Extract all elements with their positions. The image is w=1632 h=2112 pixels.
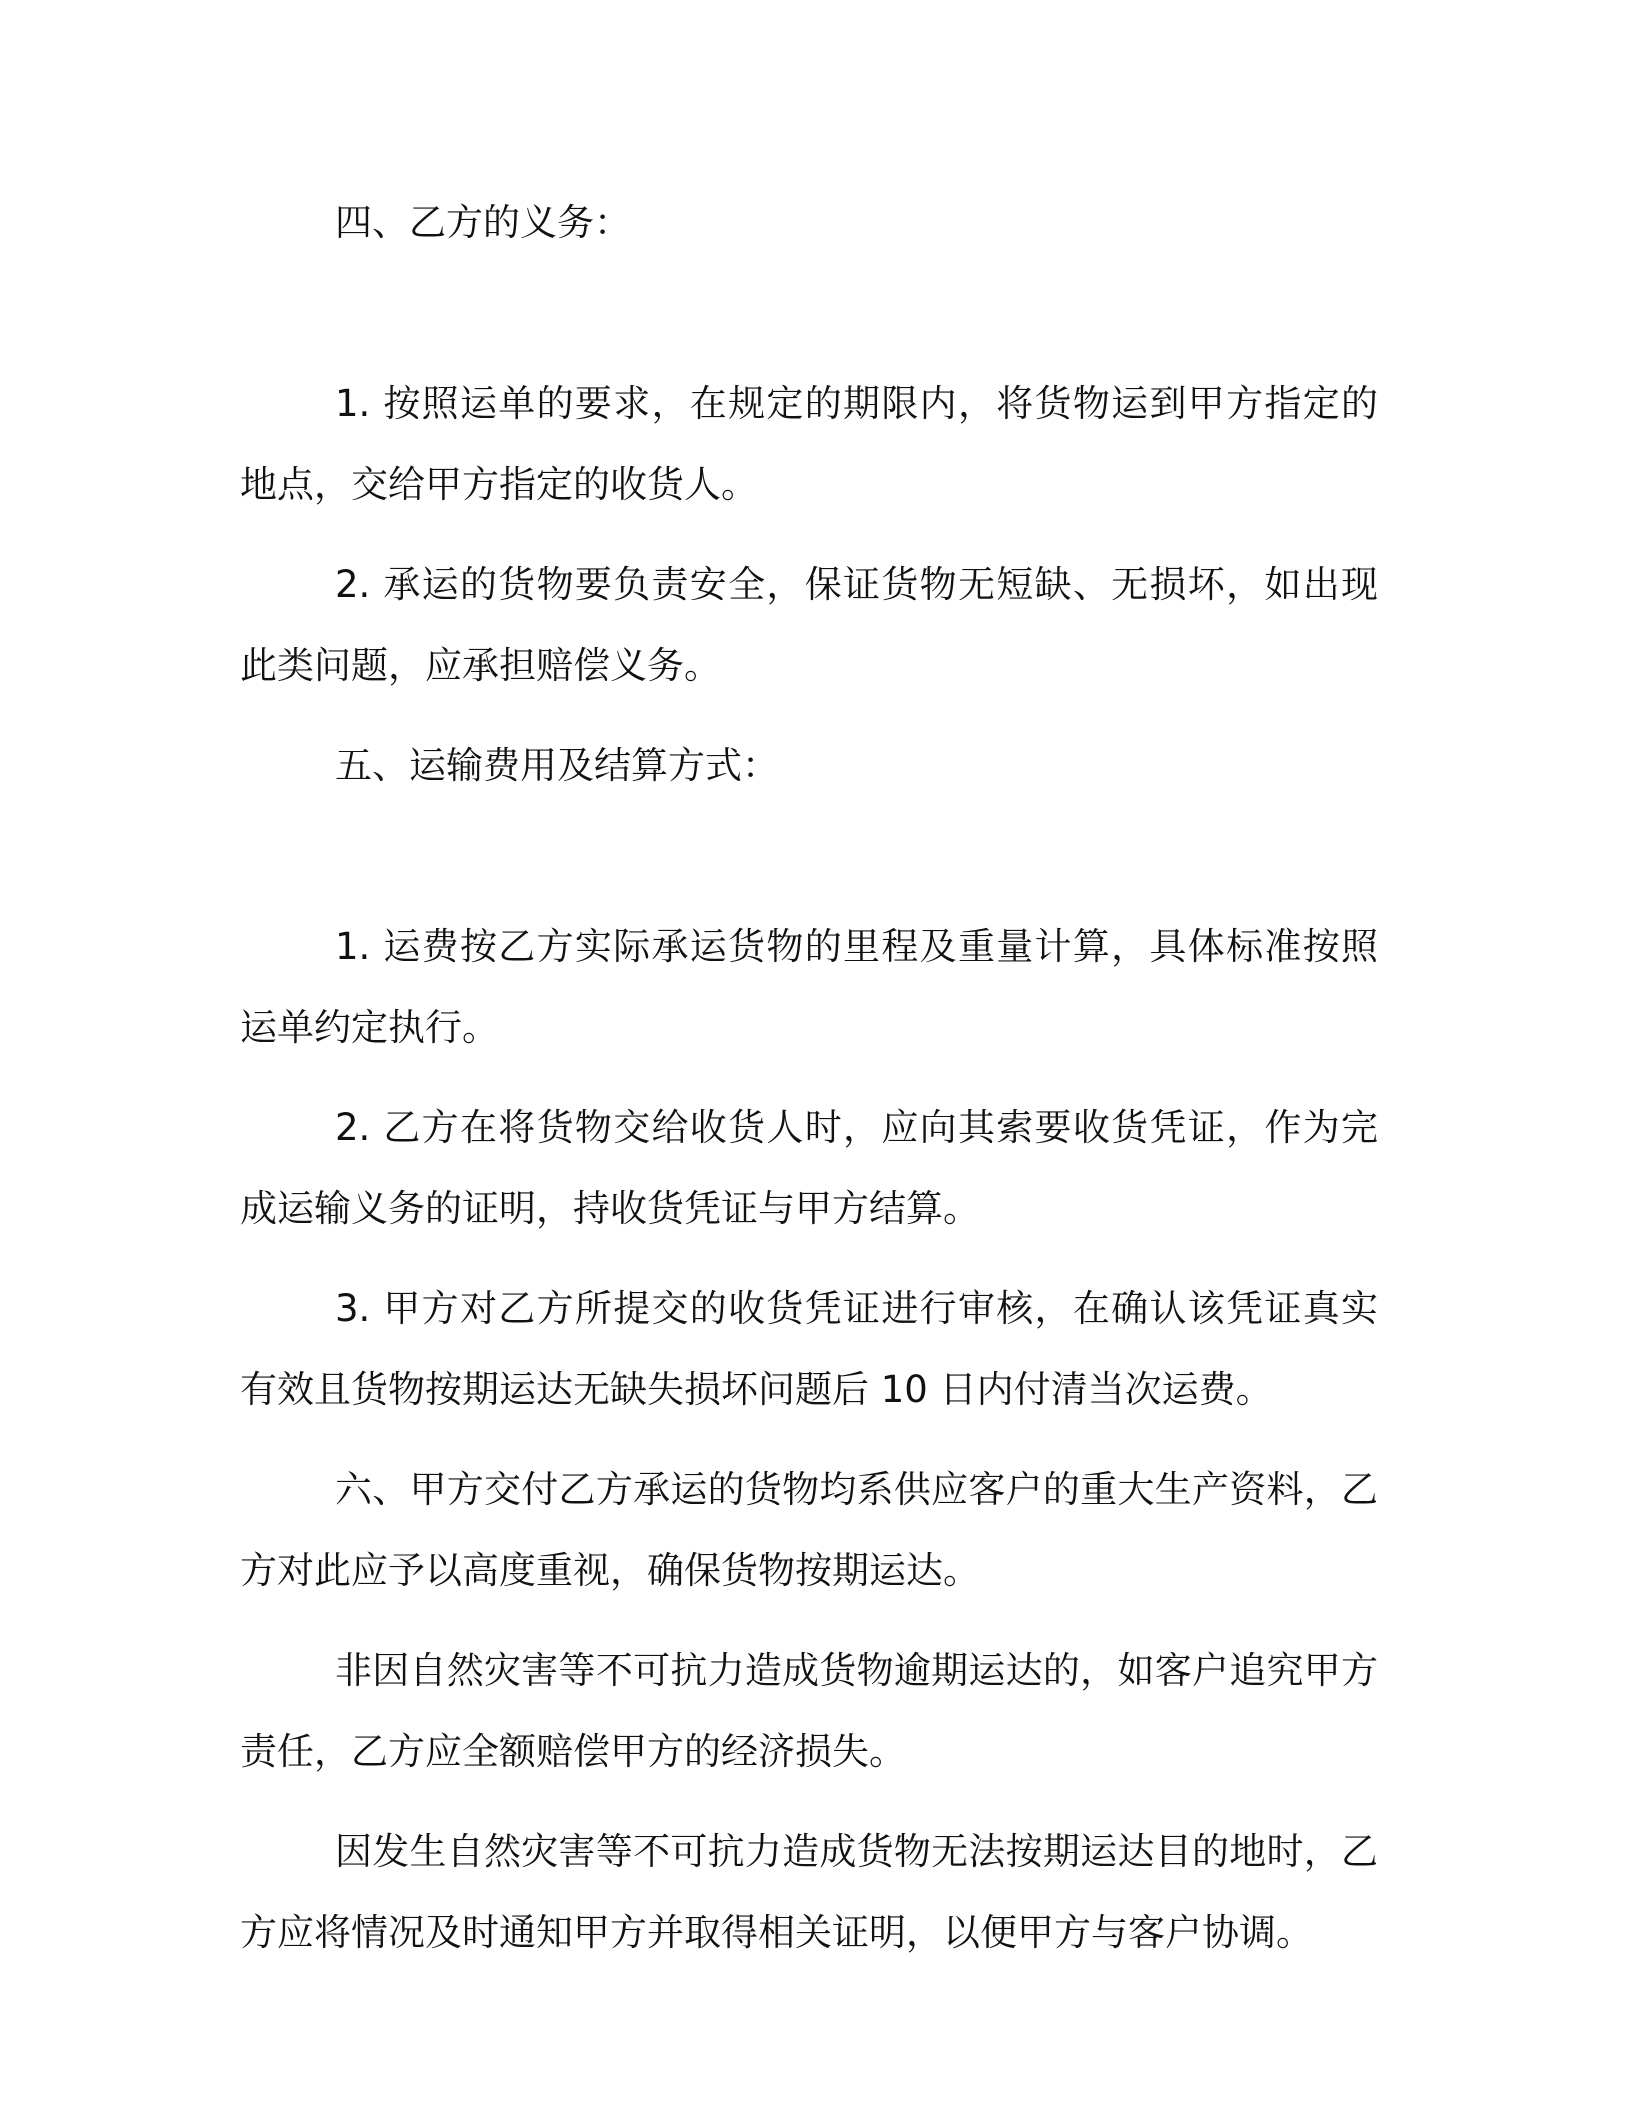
section-heading-fees: 五、运输费用及结算方式： xyxy=(335,744,779,787)
clause-paragraph: 因发生自然灾害等不可抗力造成货物无法按期运达目的地时，乙方应将情况及时通知甲方并取得相关证明，以便甲方与客户协调。 xyxy=(240,1830,1378,1954)
section-paragraph-six: 六、甲方交付乙方承运的货物均系供应客户的重大生产资料，乙方对此应予以高度重视，确保货物按期运达。 xyxy=(240,1468,1378,1592)
clause-paragraph: 2. 承运的货物要负责安全，保证货物无短缺、无损坏，如出现此类问题，应承担赔偿义务。 xyxy=(240,563,1378,687)
section-heading-obligations: 四、乙方的义务： xyxy=(335,201,631,244)
clause-paragraph: 1. 运费按乙方实际承运货物的里程及重量计算，具体标准按照运单约定执行。 xyxy=(240,925,1378,1049)
clause-paragraph: 非因自然灾害等不可抗力造成货物逾期运达的，如客户追究甲方责任，乙方应全额赔偿甲方的经济损失。 xyxy=(240,1649,1378,1773)
clause-paragraph: 3. 甲方对乙方所提交的收货凭证进行审核，在确认该凭证真实有效且货物按期运达无缺失损坏问题后 10 日内付清当次运费。 xyxy=(240,1287,1378,1411)
clause-paragraph: 2. 乙方在将货物交给收货人时，应向其索要收货凭证，作为完成运输义务的证明，持收货凭证与甲方结算。 xyxy=(240,1106,1378,1230)
document-body xyxy=(240,182,1378,1992)
clause-paragraph: 1. 按照运单的要求，在规定的期限内，将货物运到甲方指定的地点，交给甲方指定的收货人。 xyxy=(240,382,1378,506)
